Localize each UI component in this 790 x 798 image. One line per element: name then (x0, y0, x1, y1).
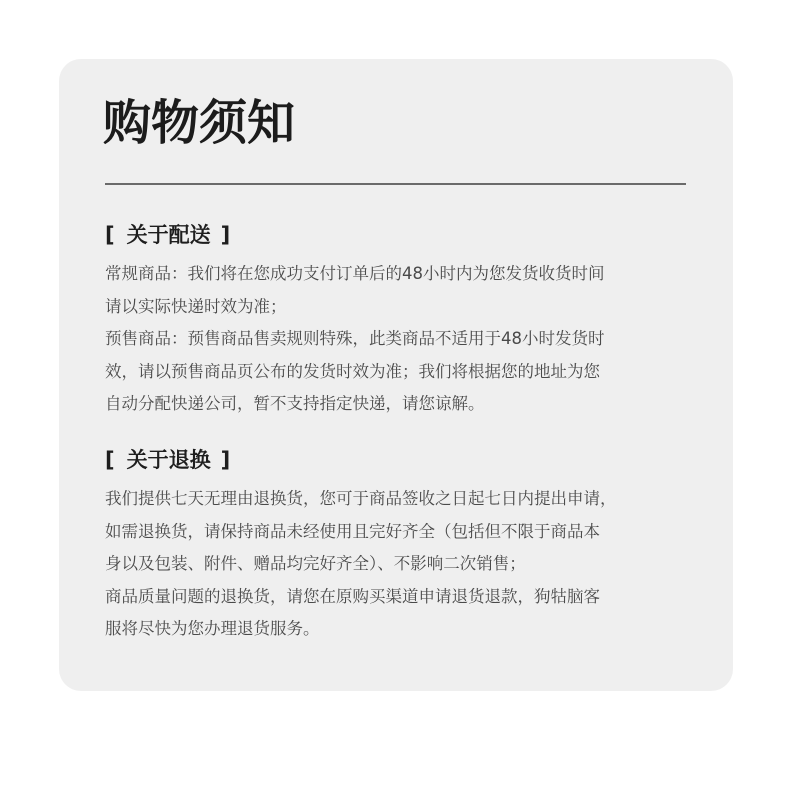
returns-line: 如需退换货，请保持商品未经使用且完好齐全（包括但不限于商品本 (105, 521, 600, 541)
delivery-line: 自动分配快递公司，暂不支持指定快递，请您谅解。 (105, 394, 485, 413)
returns-section (105, 446, 705, 646)
heading-bracket-close: ] (220, 223, 231, 247)
returns-body (105, 483, 705, 646)
delivery-line: 效，请以预售商品页公布的发货时效为准；我们将根据您的地址为您 (105, 361, 600, 381)
delivery-line: 常规商品：我们将在您成功支付订单后的48小时内为您发货收货时间 (105, 264, 605, 283)
delivery-body (105, 258, 705, 421)
delivery-heading-text: 关于配送 (126, 223, 211, 247)
delivery-line: 预售商品：预售商品售卖规则特殊，此类商品不适用于48小时发货时 (105, 329, 605, 348)
returns-heading (105, 446, 705, 474)
delivery-section (105, 221, 705, 421)
heading-bracket-close: ] (220, 448, 231, 472)
page-title: 购物须知 (103, 95, 296, 151)
returns-line: 商品质量问题的退换货，请您在原购买渠道申请退货退款，狗牯脑客 (105, 586, 600, 606)
returns-line: 我们提供七天无理由退换货，您可于商品签收之日起七日内提出申请， (105, 489, 617, 508)
heading-bracket-open: [ (105, 223, 115, 247)
title-divider (105, 183, 686, 185)
delivery-heading (105, 221, 705, 249)
shopping-notice-card (59, 59, 733, 691)
returns-line: 身以及包装、附件、赠品均完好齐全）、不影响二次销售； (105, 554, 526, 573)
returns-heading-text: 关于退换 (126, 448, 211, 472)
returns-line: 服将尽快为您办理退货服务。 (105, 619, 320, 638)
delivery-line: 请以实际快递时效为准； (105, 296, 287, 316)
heading-bracket-open: [ (105, 448, 115, 472)
